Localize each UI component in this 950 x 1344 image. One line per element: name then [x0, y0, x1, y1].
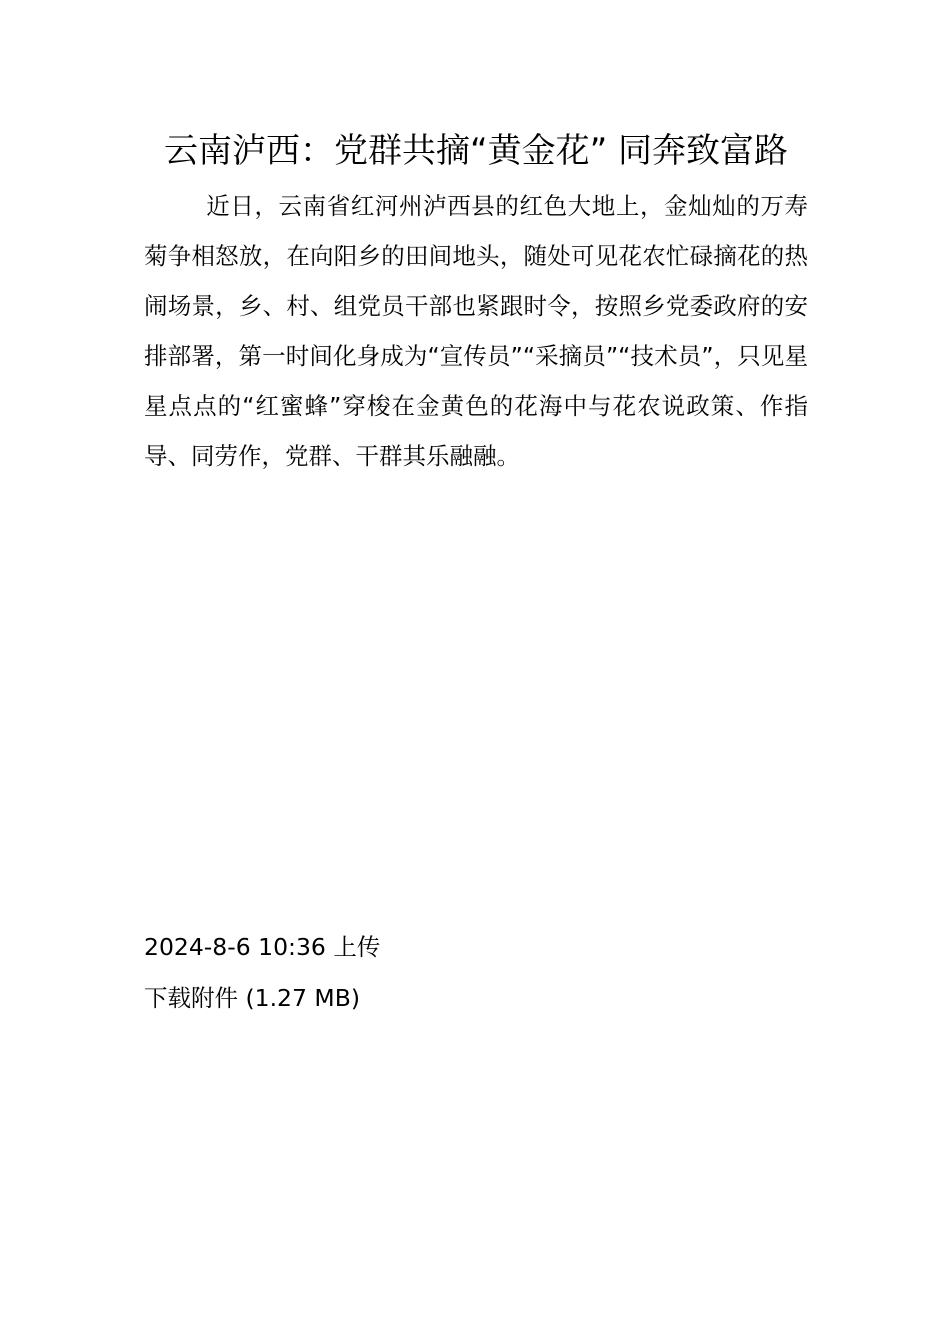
download-attachment-link[interactable]: 下载附件 (1.27 MB): [144, 984, 360, 1012]
article: [144, 128, 808, 481]
article-body: 近日，云南省红河州泸西县的红色大地上，金灿灿的万寿菊争相怒放，在向阳乡的田间地头，随处可见花农忙碌摘花的热闹场景，乡、村、组党员干部也紧跟时令，按照乡党委政府的安排部署，第一时间化身成为“宣传员”“采摘员”“技术员”，只见星星点点的“红蜜蜂”穿梭在金黄色的花海中与花农说政策、作指导、同劳作，党群、干群其乐融融。: [144, 192, 808, 470]
upload-timestamp: 2024-8-6 10:36 上传: [144, 933, 381, 961]
article-title: 云南泸西：党群共摘“黄金花” 同奔致富路: [163, 131, 789, 171]
